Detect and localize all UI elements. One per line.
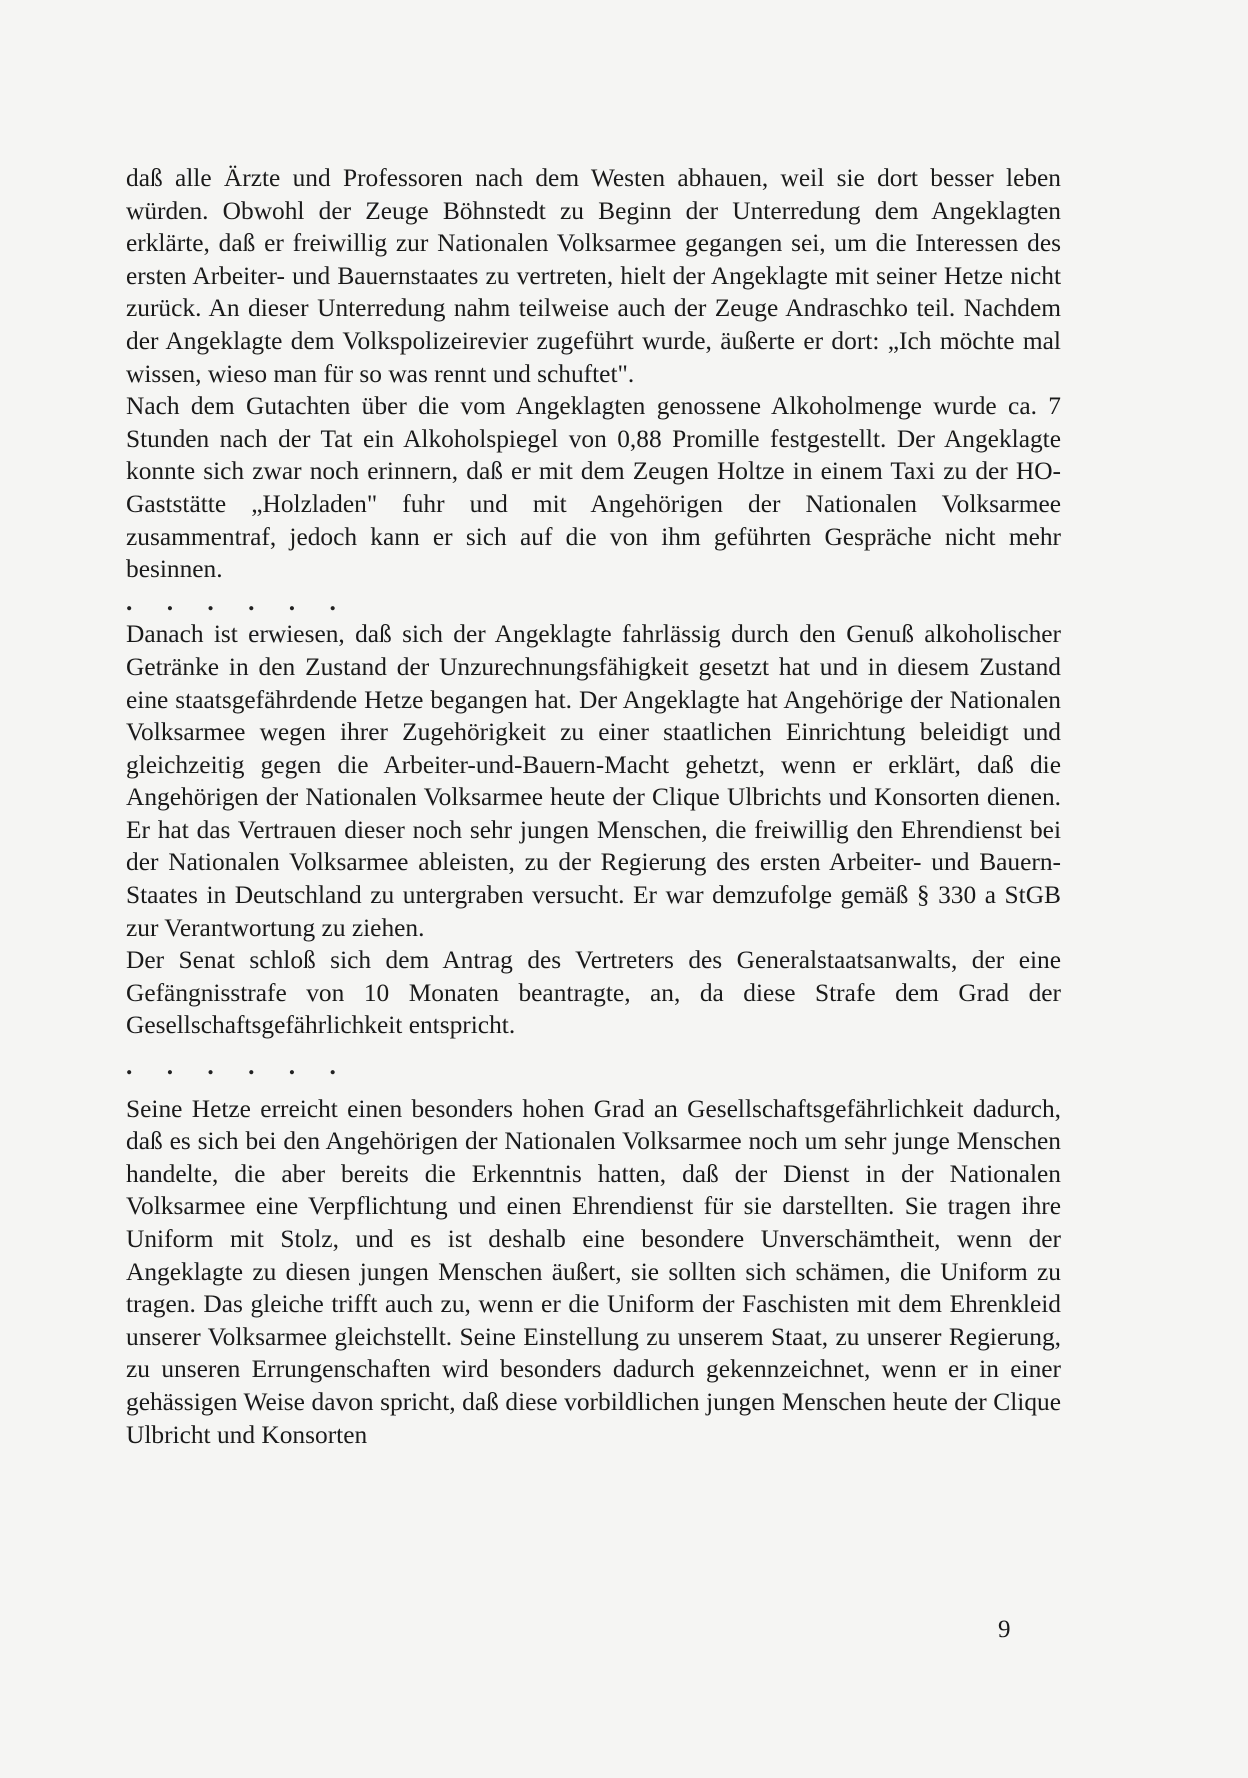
body-text (126, 162, 1061, 1451)
page-number: 9 (998, 1616, 1011, 1643)
paragraph-3: Danach ist erwiesen, daß sich der Angeklagte fahrlässig durch den Genuß alkoholischer Getränke in den Zustand der Unzurechnungsfähigkeit gesetzt hat und in diesem Zustand eine staatsgefährdende Hetze begangen hat. Der Angeklagte hat Angehörige der Nationalen Volksarmee wegen ihrer Zugehörigkeit zu einer staatlichen Einrichtung beleidigt und gleichzeitig gegen die Arbeiter-und-Bauern-Macht gehetzt, wenn er erklärt, daß die Angehörigen der Nationalen Volksarmee heute der Clique Ulbrichts und Konsorten dienen. Er hat das Vertrauen dieser noch sehr jungen Menschen, die freiwillig den Ehrendienst bei der Nationalen Volksarmee ableisten, zu der Regierung des ersten Arbeiter- und Bauern-Staates in Deutschland zu untergraben versucht. Er war demzufolge gemäß § 330 a StGB zur Verantwortung zu ziehen. (126, 620, 1061, 942)
paragraph-1: daß alle Ärzte und Professoren nach dem Westen abhauen, weil sie dort besser leben würden. Obwohl der Zeuge Böhnstedt zu Beginn der Unterredung dem Angeklagten erklärte, daß er freiwillig zur Nationalen Volksarmee gegangen sei, um die Interessen des ersten Arbeiter- und Bauernstaates zu vertreten, hielt der Angeklagte mit seiner Hetze nicht zurück. An dieser Unterredung nahm teilweise auch der Zeuge Andraschko teil. Nachdem der Angeklagte dem Volkspolizeirevier zugeführt wurde, äußerte er dort: „Ich möchte mal wissen, wieso man für so was rennt und schuftet". (126, 164, 1061, 388)
paragraph-4: Der Senat schloß sich dem Antrag des Vertreters des Generalstaatsanwalts, der eine Gefängnisstrafe von 10 Monaten beantragte, an, da diese Strafe dem Grad der Gesellschaftsgefährlichkeit entspricht. (126, 946, 1061, 1040)
paragraph-5: Seine Hetze erreicht einen besonders hohen Grad an Gesellschaftsgefährlichkeit dadurch, daß es sich bei den Angehörigen der Nationalen Volksarmee noch um sehr junge Menschen handelte, die aber bereits die Erkenntnis hatten, daß der Dienst in der Nationalen Volksarmee eine Verpflichtung und einen Ehrendienst für sie darstellten. Sie tragen ihre Uniform mit Stolz, und es ist deshalb eine besondere Unverschämtheit, wenn der Angeklagte zu diesen jungen Menschen äußert, sie sollten sich schämen, die Uniform zu tragen. Das gleiche trifft auch zu, wenn er die Uniform der Faschisten mit dem Ehrenkleid unserer Volksarmee gleichstellt. Seine Einstellung zu unserem Staat, zu unserer Regierung, zu unseren Errungenschaften wird besonders dadurch gekennzeichnet, wenn er in einer gehässigen Weise davon spricht, daß diese vorbildlichen jungen Menschen heute der Clique Ulbricht und Konsorten (126, 1094, 1061, 1449)
omission-mark-1: . . . . . . (126, 587, 350, 616)
paragraph-2: Nach dem Gutachten über die vom Angeklagten genossene Alkoholmenge wurde ca. 7 Stunden nach der Tat ein Alkoholspiegel von 0,88 Promille festgestellt. Der Angeklagte konnte sich zwar noch erinnern, daß er mit dem Zeugen Holtze in einem Taxi zu der HO-Gaststätte „Holzladen" fuhr und mit Angehörigen der Nationalen Volksarmee zusammentraf, jedoch kann er sich auf die von ihm geführten Gespräche nicht mehr besinnen. (126, 392, 1061, 584)
omission-mark-2: . . . . . . (126, 1052, 350, 1081)
